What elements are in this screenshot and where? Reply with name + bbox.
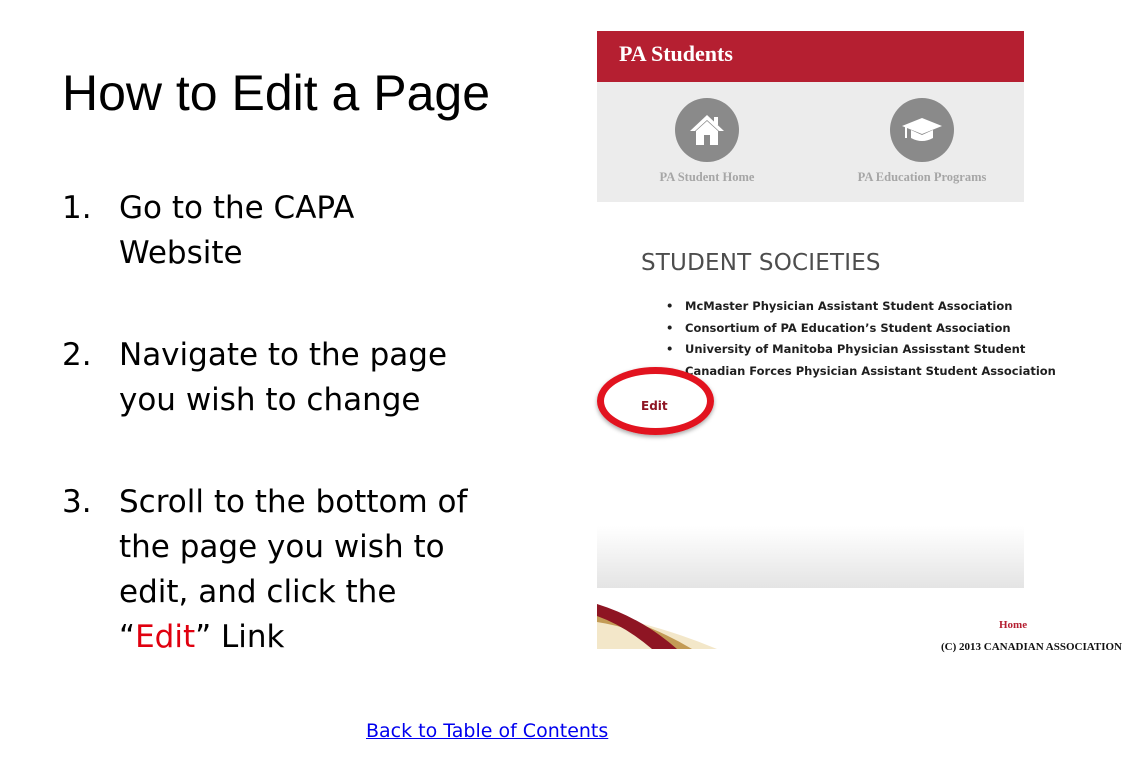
- list-item[interactable]: [665, 364, 1056, 386]
- list-item[interactable]: [665, 299, 1056, 321]
- list-item[interactable]: [665, 342, 1056, 364]
- list-item[interactable]: [665, 321, 1056, 343]
- site-footer: [597, 604, 1122, 653]
- edit-link[interactable]: Edit: [641, 399, 668, 413]
- page-fade: [597, 526, 1024, 588]
- nav-label: PA Student Home: [659, 170, 755, 184]
- step-number: 3.: [62, 484, 92, 520]
- nav-item-pa-student-home[interactable]: [627, 98, 787, 185]
- site-nav: [597, 82, 1024, 202]
- graduation-cap-icon: [890, 98, 954, 162]
- society-link[interactable]: McMaster Physician Assistant Student Association: [685, 299, 1013, 313]
- society-link[interactable]: Canadian Forces Physician Assistant Student Association: [685, 363, 1056, 378]
- steps-list: [62, 186, 522, 717]
- footer-swoosh: [597, 604, 727, 649]
- step-text-before: Scroll to the bottom of the page you wish to edit, and click the “: [119, 484, 468, 655]
- footer-copyright: (C) 2013 CANADIAN ASSOCIATION: [941, 641, 1122, 653]
- step-text: [119, 480, 479, 660]
- list-item: [62, 480, 522, 660]
- step-text: Go to the CAPA Website: [119, 190, 355, 271]
- list-item: [62, 186, 522, 276]
- step-number: 2.: [62, 337, 92, 373]
- highlight-ring: [597, 367, 714, 435]
- house-icon: [675, 98, 739, 162]
- nav-item-pa-education-programs[interactable]: [842, 98, 1002, 185]
- nav-label: PA Education Programs: [857, 170, 987, 184]
- society-link[interactable]: Consortium of PA Education’s Student Association: [685, 320, 1011, 335]
- footer-home-link[interactable]: Home: [999, 619, 1028, 631]
- site-header: [597, 31, 1024, 82]
- edit-highlight-word: Edit: [135, 619, 196, 655]
- step-text: Navigate to the page you wish to change: [119, 337, 448, 418]
- page-title: How to Edit a Page: [62, 65, 491, 121]
- section-title: STUDENT SOCIETIES: [641, 250, 881, 276]
- society-link[interactable]: University of Manitoba Physician Assisstant Student: [685, 342, 1026, 356]
- list-item: [62, 333, 522, 423]
- website-screenshot: [597, 31, 1122, 653]
- site-header-title: PA Students: [619, 41, 733, 66]
- step-text-after: ” Link: [195, 619, 285, 655]
- societies-list: [665, 299, 1056, 385]
- back-to-contents-link[interactable]: Back to Table of Contents: [366, 720, 609, 742]
- step-number: 1.: [62, 190, 92, 226]
